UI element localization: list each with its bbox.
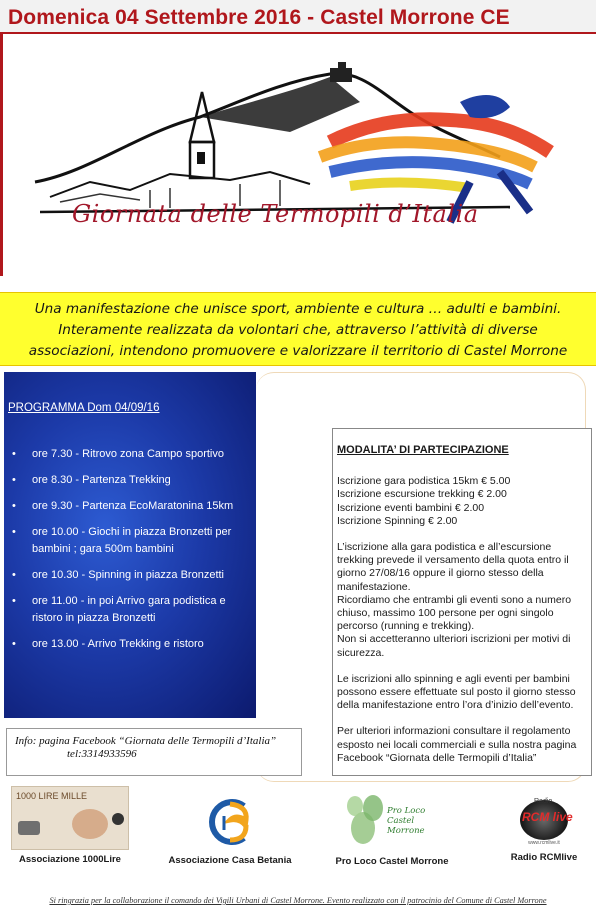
info-facebook: Info: pagina Facebook “Giornata delle Termopili d’Italia” <box>15 735 277 747</box>
intro-band <box>0 292 596 366</box>
intro-line-1: Una manifestazione che unisce sport, ambiente e cultura … adulti e bambini. <box>34 301 562 317</box>
sponsor-rcmlive <box>500 794 588 863</box>
list-item-text: ore 13.00 - Arrivo Trekking e ristoro <box>32 638 204 650</box>
info-phone: tel:3314933596 <box>67 748 137 760</box>
list-item <box>8 524 250 558</box>
pro-loco-logo <box>337 788 447 846</box>
list-item-text: ore 8.30 - Partenza Trekking <box>32 474 171 486</box>
rules-text-3: Non si accetteranno ulteriori iscrizioni per motivi di sicurezza. <box>337 633 571 659</box>
sponsor-1000lire <box>8 786 132 865</box>
list-item-text: ore 7.30 - Ritrovo zona Campo sportivo <box>32 448 224 460</box>
casa-betania-logo <box>202 796 258 848</box>
bullet-icon: • <box>12 448 16 460</box>
fee-item: Iscrizione Spinning € 2.00 <box>337 514 458 527</box>
left-accent-rule <box>0 34 3 276</box>
banknote-label: 1000 LIRE MILLE <box>16 791 88 801</box>
cactus-icon <box>341 788 391 846</box>
info-box <box>6 728 302 776</box>
pro-loco-wordmark: Pro Loco Castel Morrone <box>387 806 426 836</box>
more-info-paragraph: Per ulteriori informazioni consultare il regolamento esposto nei locali commerciali e sulla nostra pagina Facebook “Giornata delle Termopili d’Italia” <box>337 725 577 764</box>
title-banner <box>0 0 596 34</box>
sponsor-name: Associazione Casa Betania <box>168 855 292 866</box>
rules-text-1: L’iscrizione alla gara podistica e all’escursione trekking prevede il versamento della quota entro il giorno 27/08/16 oppure il giorno stesso della manifestazione. <box>337 541 569 593</box>
bullet-icon: • <box>12 474 16 486</box>
rcm-logo-text: RCM live <box>522 810 573 824</box>
list-item <box>8 636 250 653</box>
participation-heading: MODALITA’ DI PARTECIPAZIONE <box>337 444 509 456</box>
sponsor-name: Pro Loco Castel Morrone <box>335 856 449 867</box>
fee-item: Iscrizione escursione trekking € 2.00 <box>337 488 507 501</box>
sponsor-name: Radio RCMlive <box>510 852 578 863</box>
rcm-logo-small: Radio <box>534 798 553 805</box>
list-item-text: ore 10.00 - Giochi in piazza Bronzetti per bambini ; gara 500m bambini <box>32 526 232 555</box>
footer-thanks: Si ringrazia per la collaborazione il comando dei Vigili Urbani di Castel Morrone. Evento realizzato con il patrocinio del Comune di Castel Morrone <box>49 896 547 905</box>
rules-text-2: Ricordiamo che entrambi gli eventi sono a numero chiuso, massimo 100 persone per ogni singolo percorso (running e trekking). <box>337 593 572 633</box>
list-item-text: ore 10.30 - Spinning in piazza Bronzetti <box>32 569 225 581</box>
rcm-logo <box>514 794 574 846</box>
bullet-icon: • <box>12 526 16 538</box>
page-title: Domenica 04 Settembre 2016 - Castel Morrone CE <box>8 6 510 29</box>
program-list <box>8 446 250 653</box>
list-item <box>8 498 250 515</box>
bullet-icon: • <box>12 638 16 650</box>
list-item <box>8 593 250 627</box>
banknote-logo <box>11 786 129 850</box>
list-item-text: ore 9.30 - Partenza EcoMaratonina 15km <box>32 500 234 512</box>
list-item <box>8 567 250 584</box>
list-item <box>8 472 250 489</box>
fee-list <box>337 475 585 528</box>
rcm-logo-url: www.rcmlive.it <box>528 840 560 846</box>
bullet-icon: • <box>12 595 16 607</box>
program-panel <box>4 372 256 718</box>
participation-box <box>332 428 592 776</box>
logo-wordmark: Giornata delle Termopili d’Italia <box>72 200 479 228</box>
rules-paragraph <box>337 541 585 660</box>
fee-item: Iscrizione gara podistica 15km € 5.00 <box>337 475 511 488</box>
sponsor-pro-loco <box>330 788 454 867</box>
sponsor-name: Associazione 1000Lire <box>19 854 121 865</box>
onsite-paragraph: Le iscrizioni allo spinning e agli eventi per bambini possono essere effettuate sul posto il giorno stesso della manifestazione entro l’ora d’inizio dell’evento. <box>337 672 576 712</box>
sponsor-casa-betania <box>168 796 292 866</box>
bullet-icon: • <box>12 569 16 581</box>
intro-line-3: associazioni, intendono promuovere e valorizzare il territorio di Castel Morrone <box>28 343 568 359</box>
program-heading: PROGRAMMA Dom 04/09/16 <box>8 402 160 414</box>
list-item <box>8 446 250 463</box>
bullet-icon: • <box>12 500 16 512</box>
list-item-text: ore 11.00 - in poi Arrivo gara podistica e ristoro in piazza Bronzetti <box>32 595 226 624</box>
intro-line-2: Interamente realizzata da volontari che, attraverso l’attività di diverse <box>58 322 538 338</box>
fee-item: Iscrizione eventi bambini € 2.00 <box>337 501 485 514</box>
